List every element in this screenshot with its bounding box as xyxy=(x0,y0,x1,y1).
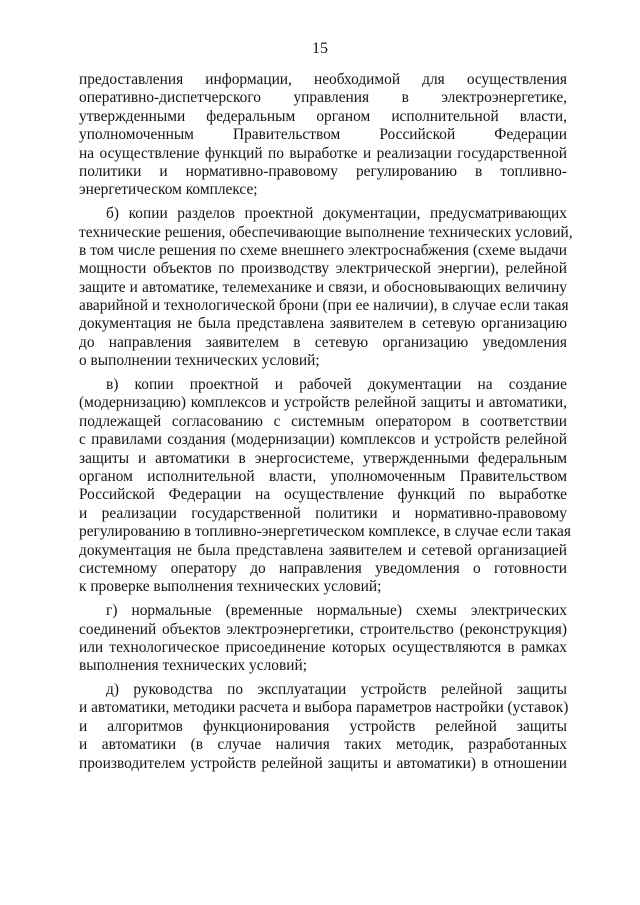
text-line: технические решения, обеспечивающие выполнение технических условий, xyxy=(79,223,573,241)
text-line: мощности объектов по производству электрической энергии), релейной xyxy=(79,260,567,278)
paragraph-v xyxy=(79,376,571,597)
paragraph-g xyxy=(79,602,567,676)
text-line: производителем устройств релейной защиты и автоматики) в отношении xyxy=(79,754,567,772)
text-line: оперативно-диспетчерского управления в электроэнергетике, xyxy=(79,89,567,107)
text-line: Российской Федерации на осуществление функций по выработке xyxy=(79,486,567,504)
text-line: системному оператору до направления уведомления о готовности xyxy=(79,559,567,577)
text-line: и алгоритмов функционирования устройств релейной защиты xyxy=(79,717,567,735)
text-line: о выполнении технических условий; xyxy=(79,352,320,370)
text-line: к проверке выполнения технических условий; xyxy=(79,578,382,596)
text-line: до направления заявителем в сетевую организацию уведомления xyxy=(79,333,567,351)
text-line: аварийной и технологической брони (при ее наличии), в случае если такая xyxy=(79,297,569,315)
paragraph-d xyxy=(79,681,567,773)
text-line: защиты и автоматики в энергосистеме, утвержденными федеральным xyxy=(79,449,567,467)
text-line: (модернизацию) комплексов и устройств релейной защиты и автоматики, xyxy=(79,394,567,412)
text-line: выполнения технических условий; xyxy=(79,657,307,675)
text-line: или технологическое присоединение которых осуществляются в рамках xyxy=(79,638,567,656)
text-line: защите и автоматике, телемеханике и связи, и обосновывающих величину xyxy=(79,278,567,296)
text-line: и реализации государственной политики и нормативно-правовому xyxy=(79,504,567,522)
paragraph-cont xyxy=(79,71,567,200)
text-line: и автоматики (в случае наличия таких методик, разработанных xyxy=(79,736,567,754)
text-line: энергетическом комплексе; xyxy=(79,181,258,199)
text-line: документация не была представлена заявителем в сетевую организацию xyxy=(79,315,567,333)
text-line: с правилами создания (модернизации) комплексов и устройств релейной xyxy=(79,431,567,449)
text-line: соединений объектов электроэнергетики, строительство (реконструкция) xyxy=(79,620,567,638)
text-line: подлежащей согласованию с системным оператором в соответствии xyxy=(79,412,567,430)
document-body xyxy=(79,71,573,773)
text-line: б) копии разделов проектной документации, предусматривающих xyxy=(106,205,567,223)
text-line: утвержденными федеральным органом исполнительной власти, xyxy=(79,107,567,125)
text-line: д) руководства по эксплуатации устройств релейной защиты xyxy=(106,681,567,699)
text-line: на осуществление функций по выработке и реализации государственной xyxy=(79,144,567,162)
text-line: в) копии проектной и рабочей документации на создание xyxy=(106,376,567,394)
text-line: политики и нормативно-правовому регулированию в топливно- xyxy=(79,162,567,180)
text-line: г) нормальные (временные нормальные) схемы электрических xyxy=(106,602,567,620)
text-line: документация не была представлена заявителем и сетевой организацией xyxy=(79,541,567,559)
text-line: в том числе решения по схеме внешнего электроснабжения (схеме выдачи xyxy=(79,241,567,259)
text-line: уполномоченным Правительством Российской Федерации xyxy=(79,126,567,144)
page-number: 15 xyxy=(312,40,328,57)
text-line: предоставления информации, необходимой для осуществления xyxy=(79,71,567,88)
text-line: регулированию в топливно-энергетическом комплексе, в случае если такая xyxy=(79,523,571,541)
text-line: и автоматики, методики расчета и выбора параметров настройки (уставок) xyxy=(79,699,569,717)
paragraph-b xyxy=(79,205,573,371)
text-line: органом исполнительной власти, уполномоченным Правительством xyxy=(79,467,567,485)
